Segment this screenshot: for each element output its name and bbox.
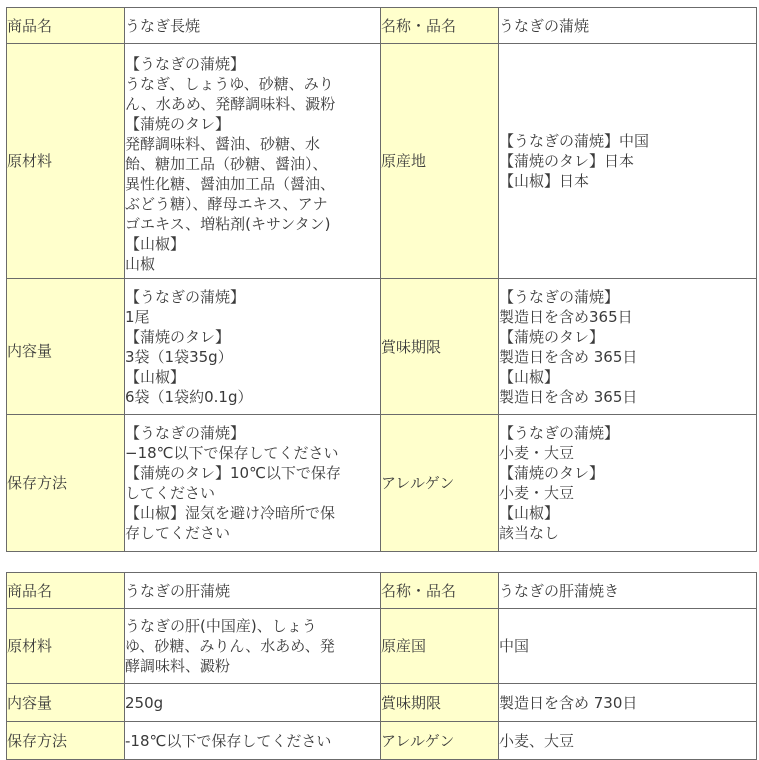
- storage-line: してください: [125, 484, 216, 502]
- value-storage: -18℃以下で保存してください: [125, 722, 381, 760]
- allergens-line: 【うなぎの蒲焼】: [499, 424, 620, 442]
- product-spec-table-2: [6, 572, 757, 760]
- label-best-before: 賞味期限: [381, 279, 499, 415]
- origin-line: 【蒲焼のタレ】日本: [499, 152, 635, 170]
- table-row: [7, 44, 757, 279]
- label-allergens: アレルゲン: [381, 722, 499, 760]
- label-country-of-origin: 原産国: [381, 609, 499, 684]
- ingredients-line: ん、水あめ、発酵調味料、澱粉: [125, 95, 336, 113]
- best-before-line: 【山椒】: [499, 367, 560, 386]
- best-before-line: 製造日を含め365日: [499, 307, 633, 326]
- contents-line: 6袋（1袋約0.1g）: [125, 387, 253, 406]
- ingredients-line: 飴、糖加工品（砂糖、醤油）、: [125, 155, 328, 173]
- ingredients-line: うなぎの肝(中国産)、しょう: [125, 617, 317, 635]
- value-best-before: 製造日を含め 730日: [499, 684, 757, 722]
- allergens-line: 小麦・大豆: [499, 484, 575, 502]
- best-before-line: 製造日を含め 365日: [499, 347, 638, 366]
- value-ingredients: [125, 44, 381, 279]
- table-row: [7, 573, 757, 609]
- ingredients-line: 【うなぎの蒲焼】: [125, 55, 246, 73]
- label-allergens: アレルゲン: [381, 415, 499, 552]
- contents-line: 3袋（1袋35g）: [125, 347, 233, 366]
- best-before-line: 【うなぎの蒲焼】: [499, 287, 620, 306]
- label-ingredients: 原材料: [7, 609, 125, 684]
- product-spec-table-1: [6, 7, 757, 552]
- value-country-of-origin: 中国: [499, 609, 757, 684]
- ingredients-line: 【山椒】: [125, 235, 186, 253]
- best-before-line: 製造日を含め 365日: [499, 387, 638, 406]
- ingredients-line: 発酵調味料、醤油、砂糖、水: [125, 135, 321, 153]
- value-product-name: うなぎの肝蒲焼: [125, 573, 381, 609]
- ingredients-line: ゆ、砂糖、みりん、水あめ、発: [125, 637, 335, 655]
- contents-line: 【うなぎの蒲焼】: [125, 287, 246, 306]
- label-ingredients: 原材料: [7, 44, 125, 279]
- value-ingredients: [125, 609, 381, 684]
- label-product-name: 商品名: [7, 8, 125, 44]
- best-before-line: 【蒲焼のタレ】: [499, 327, 605, 346]
- contents-line: 【山椒】: [125, 367, 186, 386]
- storage-line: 【うなぎの蒲焼】: [125, 424, 246, 442]
- table-row: [7, 279, 757, 415]
- table-row: [7, 415, 757, 552]
- label-storage: 保存方法: [7, 722, 125, 760]
- value-item-name: うなぎの肝蒲焼き: [499, 573, 757, 609]
- table-row: [7, 684, 757, 722]
- allergens-line: 【蒲焼のタレ】: [499, 464, 605, 482]
- value-allergens: [499, 415, 757, 552]
- allergens-line: 小麦・大豆: [499, 444, 575, 462]
- storage-line: 【山椒】湿気を避け冷暗所で保: [125, 504, 336, 522]
- value-allergens: 小麦、大豆: [499, 722, 757, 760]
- ingredients-line: 山椒: [125, 255, 156, 273]
- storage-line: 【蒲焼のタレ】10℃以下で保存: [125, 464, 341, 482]
- contents-line: 1尾: [125, 307, 150, 326]
- contents-line: 【蒲焼のタレ】: [125, 327, 231, 346]
- value-contents: 250g: [125, 684, 381, 722]
- label-item-name: 名称・品名: [381, 8, 499, 44]
- label-origin: 原産地: [381, 44, 499, 279]
- value-best-before: [499, 279, 757, 415]
- table-row: [7, 8, 757, 44]
- allergens-line: 【山椒】: [499, 504, 560, 522]
- allergens-line: 該当なし: [499, 524, 560, 542]
- ingredients-line: 酵調味料、澱粉: [125, 657, 231, 675]
- storage-line: −18℃以下で保存してください: [125, 444, 339, 462]
- value-item-name: うなぎの蒲焼: [499, 8, 757, 44]
- label-item-name: 名称・品名: [381, 573, 499, 609]
- label-contents: 内容量: [7, 684, 125, 722]
- value-storage: [125, 415, 381, 552]
- value-origin: [499, 44, 757, 279]
- value-contents: [125, 279, 381, 415]
- ingredients-line: ぶどう糖）、酵母エキス、アナ: [125, 195, 328, 213]
- ingredients-line: ゴエキス、増粘剤(キサンタン): [125, 215, 331, 233]
- ingredients-line: 【蒲焼のタレ】: [125, 115, 231, 133]
- table-row: [7, 609, 757, 684]
- table-row: [7, 722, 757, 760]
- ingredients-line: うなぎ、しょうゆ、砂糖、みり: [125, 75, 334, 93]
- value-product-name: うなぎ長焼: [125, 8, 381, 44]
- label-best-before: 賞味期限: [381, 684, 499, 722]
- storage-line: 存してください: [125, 524, 231, 542]
- label-product-name: 商品名: [7, 573, 125, 609]
- ingredients-line: 異性化糖、醤油加工品（醤油、: [125, 175, 336, 193]
- origin-line: 【うなぎの蒲焼】中国: [499, 132, 650, 150]
- origin-line: 【山椒】日本: [499, 172, 590, 190]
- label-contents: 内容量: [7, 279, 125, 415]
- label-storage: 保存方法: [7, 415, 125, 552]
